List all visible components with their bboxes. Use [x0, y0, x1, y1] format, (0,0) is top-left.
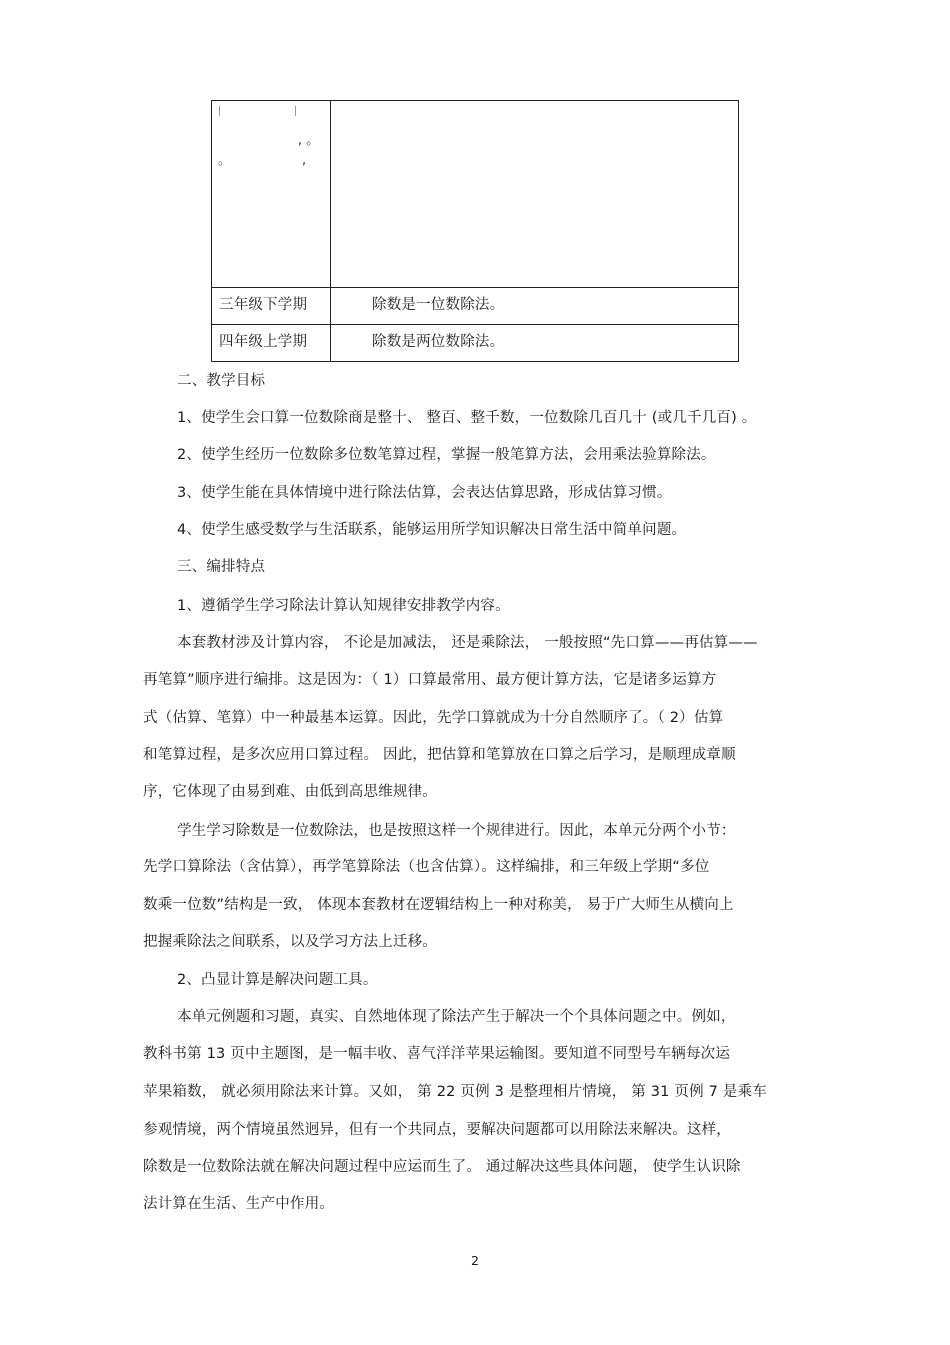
subheading: 1、遵循学生学习除法计算认知规律安排教学内容。	[177, 598, 510, 614]
paragraph-line: 本单元例题和习题，真实、自然地体现了除法产生于解决一个个具体问题之中。例如，	[177, 1009, 736, 1025]
table-row-divider	[212, 324, 738, 325]
paragraph-line: 除数是一位数除法就在解决问题过程中应运而生了。 通过解决这些具体问题， 使学生认识除	[143, 1159, 741, 1175]
paragraph-line: 教科书第 13 页中主题图，是一幅丰收、喜气洋洋苹果运输图。要知道不同型号车辆每次运	[143, 1046, 731, 1062]
section-heading: 二、教学目标	[177, 373, 266, 389]
list-item: 1、使学生会口算一位数除商是整十、 整百、整千数，一位数除几百几十 (或几千几百) 。	[177, 410, 757, 426]
cell-punctuation: , 。	[298, 133, 320, 148]
paragraph-line: 和笔算过程，是多次应用口算过程。 因此，把估算和笔算放在口算之后学习，是顺理成章顺	[143, 747, 736, 763]
table-column-divider	[330, 101, 331, 361]
table-cell-grade: 四年级上学期	[219, 334, 308, 350]
paragraph-line: 把握乘除法之间联系，以及学习方法上迁移。	[143, 934, 437, 950]
section-heading: 三、编排特点	[177, 559, 266, 575]
cell-punctuation: ,	[302, 153, 307, 168]
cell-mark	[295, 106, 296, 116]
page-number: 2	[471, 1253, 479, 1268]
cell-mark	[219, 106, 220, 116]
list-item: 4、使学生感受数学与生活联系，能够运用所学知识解决日常生活中简单问题。	[177, 522, 687, 538]
paragraph-line: 苹果箱数， 就必须用除法来计算。又如， 第 22 页例 3 是整理相片情境， 第 31 页例 7 是乘车	[143, 1084, 767, 1100]
table-cell-grade: 三年级下学期	[219, 297, 308, 313]
paragraph-line: 本套教材涉及计算内容， 不论是加减法， 还是乘除法， 一般按照“先口算——再估算——	[177, 635, 758, 651]
paragraph-line: 再笔算”顺序进行编排。这是因为：（ 1）口算最常用、最方便计算方法，它是诸多运算方	[143, 672, 717, 688]
paragraph-line: 参观情境，两个情境虽然迥异，但有一个共同点，要解决问题都可以用除法来解决。这样，	[143, 1122, 731, 1138]
subheading: 2、凸显计算是解决问题工具。	[177, 972, 378, 988]
paragraph-line: 学生学习除数是一位数除法，也是按照这样一个规律进行。因此，本单元分两个小节：	[177, 823, 736, 839]
list-item: 2、使学生经历一位数除多位数笔算过程，掌握一般笔算方法，会用乘法验算除法。	[177, 447, 716, 463]
paragraph-line: 先学口算除法（含估算），再学笔算除法（也含估算）。这样编排，和三年级上学期“多位	[143, 859, 710, 875]
paragraph-line: 式（估算、笔算）中一种最基本运算。因此，先学口算就成为十分自然顺序了。（ 2）估算	[143, 710, 724, 726]
paragraph-line: 序，它体现了由易到难、由低到高思维规律。	[143, 784, 437, 800]
cell-punctuation: 。	[218, 153, 232, 168]
paragraph-line: 法计算在生活、生产中作用。	[143, 1196, 335, 1212]
table-cell-content: 除数是一位数除法。	[372, 297, 505, 313]
curriculum-table	[211, 100, 739, 362]
list-item: 3、使学生能在具体情境中进行除法估算，会表达估算思路，形成估算习惯。	[177, 485, 672, 501]
paragraph-line: 数乘一位数”结构是一致， 体现本套教材在逻辑结构上一种对称美， 易于广大师生从横向上	[143, 897, 734, 913]
table-cell-content: 除数是两位数除法。	[372, 334, 505, 350]
table-row-divider	[212, 287, 738, 288]
